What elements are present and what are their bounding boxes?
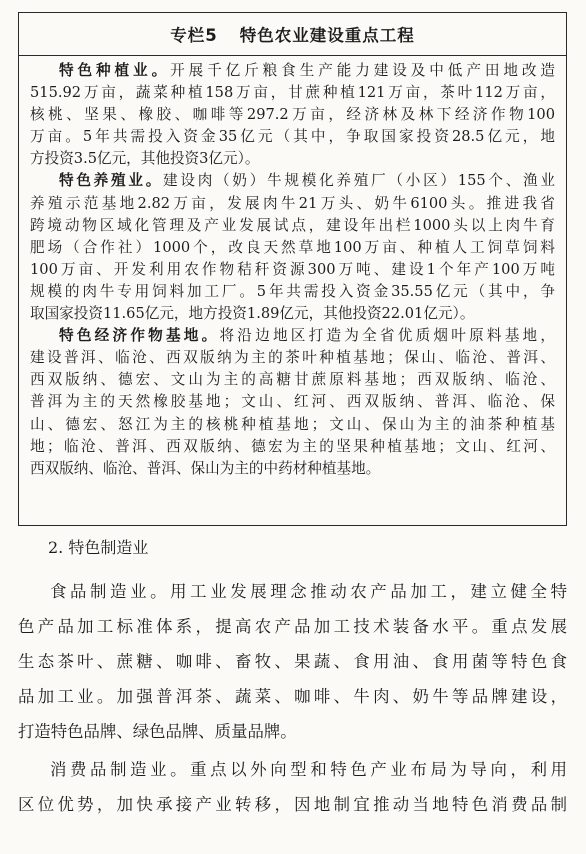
breeding-line-6: 取国家投资11.65亿元，地方投资1.89亿元，其他投资22.01亿元）。 xyxy=(30,305,475,323)
crops-line-5: 地；临沧、普洱、西双版纳、德宏为主的坚果种植基地；文山、红河、 xyxy=(30,437,555,455)
paragraph-consumer-goods xyxy=(18,752,567,822)
breeding-line-3: 肥场（合作社）1000个，改良天然草地100万亩、种植人工饲草饲料 xyxy=(30,238,555,256)
crops-heading: 特色经济作物基地。 xyxy=(59,327,220,345)
paragraph1-line-4: 打造特色品牌、绿色品牌、质量品牌。 xyxy=(18,722,297,741)
box-label: 专栏5 xyxy=(170,26,218,45)
crops-line-2: 西双版纳、德宏、文山为主的高糖甘蔗原料基地；西双版纳、临沧、 xyxy=(30,371,555,389)
planting-line-2: 核桃、坚果、橡胶、咖啡等297.2万亩，经济林及林下经济作物100 xyxy=(30,106,555,124)
crops-line-0: 特色经济作物基地。将沿边地区打造为全省优质烟叶原料基地， xyxy=(59,327,555,345)
breeding-line-0: 特色养殖业。建设肉（奶）牛规模化养殖厂（小区）155个、渔业 xyxy=(59,172,555,190)
planting-line-1: 515.92万亩，蔬菜种植158万亩，甘蔗种植121万亩，茶叶112万亩， xyxy=(30,84,555,102)
box-body xyxy=(19,56,566,480)
paragraph-food-manufacturing xyxy=(18,574,567,749)
paragraph1-line-2: 生态茶叶、蔗糖、咖啡、畜牧、果蔬、食用油、食用菌等特色食 xyxy=(18,652,567,671)
breeding-line-1: 养殖示范基地2.82万亩，发展肉牛21万头、奶牛6100头。推进我省 xyxy=(30,194,555,212)
crops-line-1: 建设普洱、临沧、西双版纳为主的茶叶种植基地；保山、临沧、普洱、 xyxy=(30,349,555,367)
paragraph1-line-1: 色产品加工标准体系，提高农产品加工技术装备水平。重点发展 xyxy=(18,617,567,636)
breeding-line-5: 规模的肉牛专用饲料加工厂。5年共需投入资金35.55亿元（其中，争 xyxy=(30,282,555,300)
box-title xyxy=(19,13,566,56)
crops-line-4: 山、德宏、怒江为主的核桃种植基地；文山、保山为主的油茶种植基 xyxy=(30,415,555,433)
crops-line-3: 普洱为主的天然橡胶基地；文山、红河、西双版纳、普洱、临沧、保 xyxy=(30,393,555,411)
breeding-line-2: 跨境动物区域化管理及产业发展试点，建设年出栏1000头以上肉牛育 xyxy=(30,216,555,234)
breeding-heading: 特色养殖业。 xyxy=(59,172,164,190)
special-column-box xyxy=(18,12,567,526)
paragraph2-line-1: 区位优势，加快承接产业转移，因地制宜推动当地特色消费品制 xyxy=(18,795,567,814)
paragraph2-line-0: 消费品制造业。重点以外向型和特色产业布局为导向，利用 xyxy=(50,760,567,779)
breeding-line-4: 100万亩、开发利用农作物秸秆资源300万吨、建设1个年产100万吨 xyxy=(30,260,555,278)
planting-line-0: 特色种植业。开展千亿斤粮食生产能力建设及中低产田地改造 xyxy=(59,62,555,79)
paragraph1-line-3: 品加工业。加强普洱茶、蔬菜、咖啡、牛肉、奶牛等品牌建设， xyxy=(18,687,567,706)
section-heading: 2. 特色制造业 xyxy=(48,538,149,557)
paragraph1-line-0: 食品制造业。用工业发展理念推动农产品加工，建立健全特 xyxy=(50,582,567,601)
box-title-text: 特色农业建设重点工程 xyxy=(239,26,415,45)
planting-heading: 特色种植业。 xyxy=(59,62,171,79)
crops-line-6: 西双版纳、临沧、普洱、保山为主的中药材种植基地。 xyxy=(30,459,381,477)
planting-line-3: 万亩。5年共需投入资金35亿元（其中，争取国家投资28.5亿元，地 xyxy=(30,128,555,146)
planting-line-4: 方投资3.5亿元，其他投资3亿元）。 xyxy=(30,150,260,168)
